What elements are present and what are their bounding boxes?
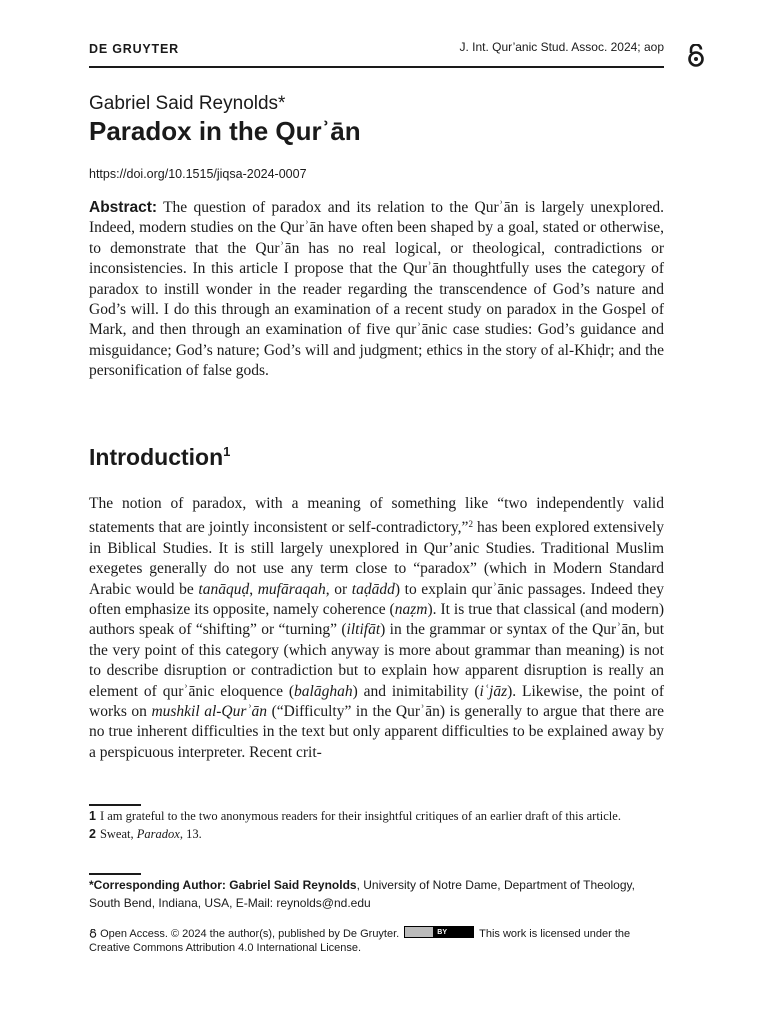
corresponding-rule [89, 873, 141, 875]
license-text: This work is licensed under the Creative Commons Attribution 4.0 International License. [89, 928, 631, 954]
arabic-term: mushkil al-Qurʾān [151, 703, 268, 721]
arabic-term: naẓm [394, 601, 428, 619]
corresponding-text: , University of Notre Dame, Department of Theology, South Bend, Indiana, USA, E-Mail: reynolds@nd.edu [89, 878, 635, 910]
cc-badge-text: BY [437, 929, 448, 936]
abstract-text: The question of paradox and its relation to the Qurʾān is largely unexplored. Indeed, modern studies on the Qurʾān have often been shaped by a goal, stated or otherwise, to demonstrate that the Qurʾān has no real logical, or theological, contradictions or inconsistencies. In this article I propose that the Qurʾān thoughtfully uses the category of paradox to instill wonder in the reader regarding the transcendence of God’s nature and God’s will. I do this through an examination of a recent study on paradox in the Gospel of Mark, and then through an examination of five qurʾānic case studies: God’s guidance and misguidance; God’s nature; God’s will and judgment; ethics in the story of al-Khiḍr; and the personification of false gods. [89, 199, 664, 380]
footnote-1 [89, 808, 664, 826]
arabic-term: iltifāt [346, 621, 381, 639]
doi-link[interactable]: https://doi.org/10.1515/jiqsa-2024-0007 [89, 167, 307, 181]
author-name: Gabriel Said Reynolds* [89, 93, 286, 114]
introduction-paragraph [89, 494, 664, 763]
cc-by-license-icon[interactable] [404, 926, 474, 938]
arabic-term: taḍādd [351, 580, 395, 598]
footnote-number: 2 [89, 826, 96, 841]
corresponding-author [89, 877, 664, 912]
footnote-italic: Paradox [136, 826, 180, 841]
arabic-term: balāghah [294, 682, 353, 700]
journal-citation: J. Int. Qur’anic Stud. Assoc. 2024; aop [459, 40, 664, 54]
section-heading-introduction [89, 444, 230, 471]
corresponding-label: *Corresponding Author: Gabriel Said Reynolds [89, 878, 357, 892]
footnotes [89, 808, 664, 843]
article-title: Paradox in the Qurʾān [89, 116, 361, 146]
license-text: Open Access. © 2024 the author(s), published by De Gruyter. [100, 928, 400, 940]
publisher-name: DE GRUYTER [89, 42, 179, 56]
footnote-ref-2[interactable]: 2 [468, 519, 473, 530]
body-text-segment: , [249, 580, 258, 598]
footnote-ref-1[interactable]: 1 [223, 444, 231, 459]
body-text-segment: , or [325, 580, 352, 598]
header-rule [89, 66, 664, 68]
abstract-label: Abstract: [89, 199, 158, 216]
license-note [89, 926, 664, 955]
open-access-icon [89, 929, 97, 938]
arabic-term: iʿjāz [479, 682, 508, 700]
footnote-number: 1 [89, 809, 96, 823]
body-text-segment: ). It is true that classical (and modern) authors speak of “shifting” or “turning” ( [89, 601, 664, 639]
abstract [89, 198, 664, 382]
footnote-text: I am grateful to the two anonymous readers for their insightful critiques of an earlier draft of this article. [99, 809, 621, 823]
footnote-text: Sweat, [99, 826, 137, 841]
body-text-segment: (“Difficulty” in the Qurʾān) is generally to argue that there are no true inherent difficulties in the text but only apparent difficulties to be explained away by a perspicuous interpreter. Recent crit- [89, 703, 665, 761]
footnote-text: , 13. [179, 826, 202, 841]
footnote-2 [89, 826, 664, 844]
section-heading-text: Introduction [89, 444, 224, 470]
body-text-segment: ). Likewise, the point of works on [89, 682, 664, 721]
page-header [89, 36, 664, 68]
footnote-rule [89, 804, 141, 806]
body-text-segment: ) to explain qurʾānic passages. Indeed they often emphasize its opposite, namely coherence ( [89, 580, 665, 619]
body-text-segment: The notion of paradox, with a meaning of something like “two independently valid statements that are jointly inconsistent or self-contradictory,” [89, 495, 664, 537]
body-text-segment: ) in the grammar or syntax of the Qurʾān, but the very point of this category (which anyway is more about grammar than meaning) is not to describe disruption or contradiction but to explain how apparent disruption is really an element of qurʾānic eloquence ( [89, 621, 665, 700]
open-access-icon [686, 44, 706, 68]
arabic-term: tanāquḍ [198, 580, 250, 598]
arabic-term: mufāraqah [257, 580, 326, 598]
body-text-segment: ) and inimitability ( [352, 682, 480, 700]
body-text-segment: has been explored extensively in Biblical Studies. It is still largely unexplored in Qur’anic Studies. Traditional Muslim exegetes generally do not use any term close to “paradox” (which in Modern Standard Arabic would be [89, 519, 664, 598]
